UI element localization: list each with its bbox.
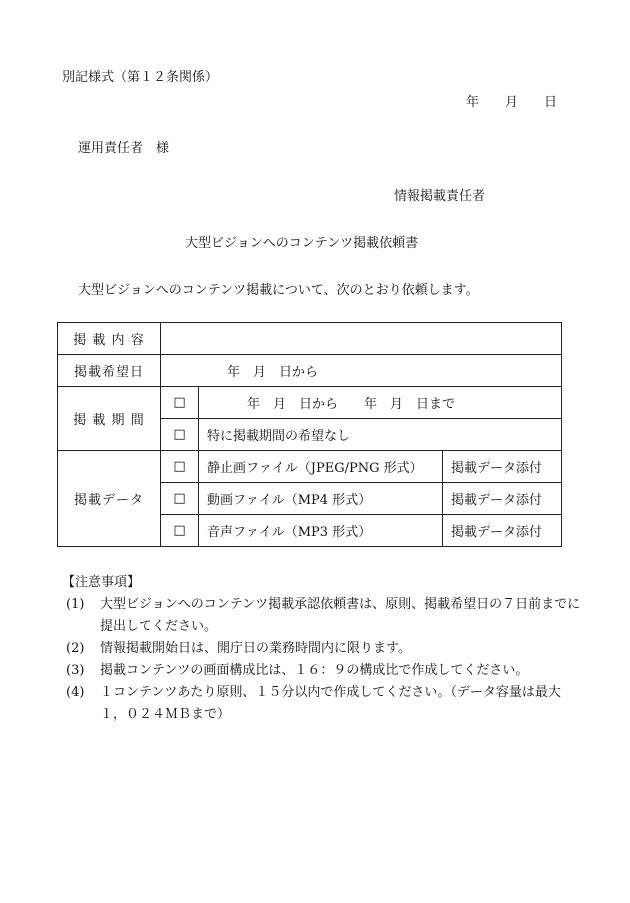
checkbox-icon: □ [173, 523, 186, 538]
checkbox-icon: □ [173, 459, 186, 474]
data-label: 掲載データ [58, 451, 161, 547]
video-file-type: 動画ファイル（MP4 形式） [199, 483, 443, 515]
note-item [66, 682, 586, 726]
sender-title: 情報掲載責任者 [394, 189, 486, 204]
image-file-type: 静止画ファイル（JPEG/PNG 形式） [199, 451, 443, 483]
request-table [57, 322, 562, 547]
no-period-text: 特に掲載期間の希望なし [199, 419, 562, 451]
notes-heading: 【注意事項】 [62, 575, 141, 590]
desired-date-row [58, 355, 562, 387]
image-file-attach: 掲載データ添付 [443, 451, 562, 483]
audio-file-attach: 掲載データ添付 [443, 515, 562, 547]
note-text: 掲載コンテンツの画面構成比は、１６：９の構成比で作成してください。 [100, 663, 529, 678]
image-file-checkbox[interactable] [161, 451, 199, 483]
content-row [58, 323, 562, 355]
desired-date-field[interactable]: 年 月 日から [161, 355, 562, 387]
video-file-attach: 掲載データ添付 [443, 483, 562, 515]
content-label: 掲 載 内 容 [58, 323, 161, 355]
period-label: 掲 載 期 間 [58, 387, 161, 451]
period-range-checkbox[interactable] [161, 387, 199, 419]
audio-file-checkbox[interactable] [161, 515, 199, 547]
note-text: 大型ビジョンへのコンテンツ掲載承認依頼書は、原則、掲載希望日の７日前までに提出してください。 [100, 597, 581, 634]
note-text: １コンテンツあたり原則、１５分以内で作成してください。（データ容量は最大１，０２４ＭＢまで） [100, 685, 561, 722]
checkbox-icon: □ [173, 491, 186, 506]
note-number: (1) [66, 597, 85, 612]
desired-date-label: 掲載希望日 [58, 355, 161, 387]
document-title: 大型ビジョンへのコンテンツ掲載依頼書 [185, 236, 419, 251]
date-line: 年 月 日 [466, 95, 558, 110]
checkbox-icon: □ [173, 427, 186, 442]
note-item [66, 660, 586, 682]
audio-file-type: 音声ファイル（MP3 形式） [199, 515, 443, 547]
intro-text: 大型ビジョンへのコンテンツ掲載について、次のとおり依頼します。 [78, 283, 479, 298]
note-number: (2) [66, 641, 85, 656]
addressee: 運用責任者 様 [78, 141, 170, 156]
checkbox-icon: □ [173, 395, 186, 410]
period-row-1 [58, 387, 562, 419]
content-field[interactable] [161, 323, 562, 355]
data-row-image [58, 451, 562, 483]
note-number: (4) [66, 685, 85, 700]
video-file-checkbox[interactable] [161, 483, 199, 515]
form-label: 別記様式（第１２条関係） [62, 70, 219, 85]
period-range-text: 年 月 日から 年 月 日まで [199, 387, 562, 419]
note-item [66, 638, 586, 660]
notes-section [62, 572, 586, 726]
note-number: (3) [66, 663, 85, 678]
no-period-checkbox[interactable] [161, 419, 199, 451]
note-text: 情報掲載開始日は、開庁日の業務時間内に限ります。 [100, 641, 411, 656]
note-item [66, 594, 586, 638]
